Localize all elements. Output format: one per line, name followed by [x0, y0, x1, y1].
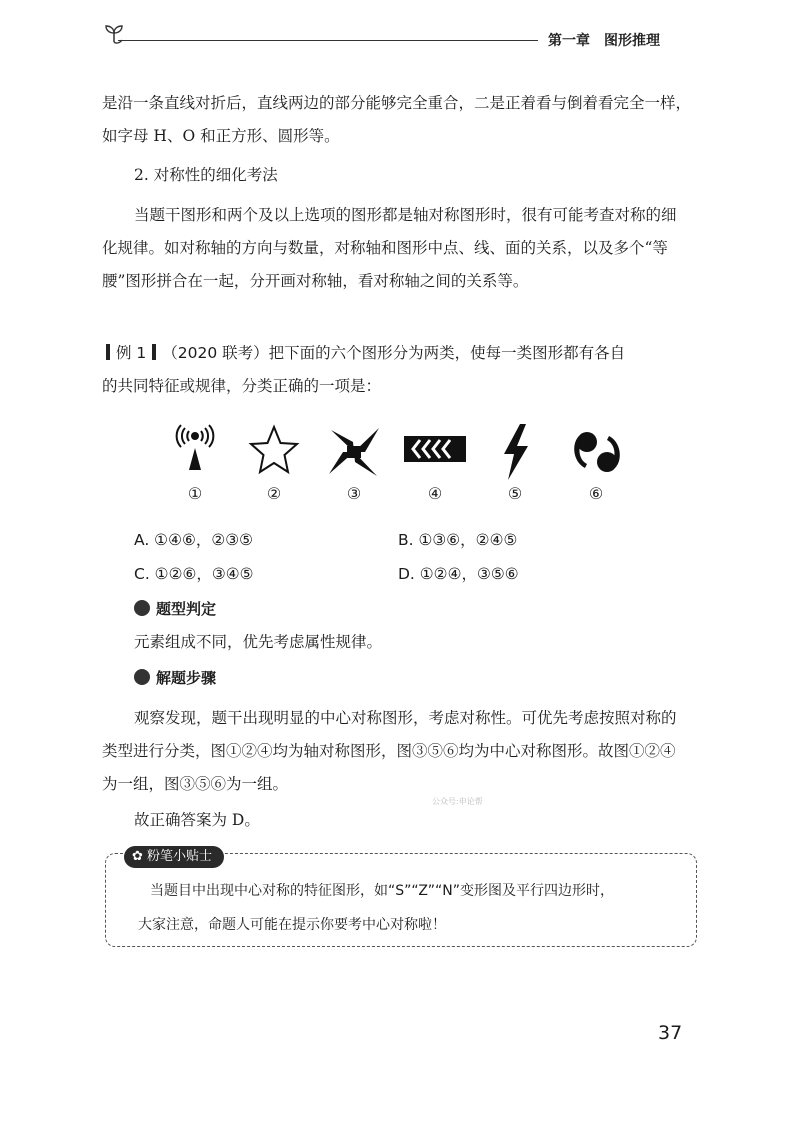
figure-num-6: ⑥ — [588, 484, 604, 503]
option-d: D. ①②④，③⑤⑥ — [398, 565, 519, 583]
option-b: B. ①③⑥，②④⑤ — [398, 531, 518, 549]
example-line-2: 的共同特征或规律，分类正确的一项是： — [102, 377, 382, 395]
figure-1 — [160, 422, 230, 482]
sprout-small-icon: ✿ — [132, 849, 148, 864]
figure-3 — [319, 422, 389, 482]
type-judgement-text: 元素组成不同，优先考虑属性规律。 — [134, 633, 383, 651]
solution-line-3: 为一组，图③⑤⑥为一组。 — [102, 775, 289, 793]
lightning-icon — [480, 422, 550, 482]
example-bar-right — [152, 344, 156, 360]
section-line-2: 化规律。如对称轴的方向与数量，对称轴和图形中点、线、面的关系，以及多个“等 — [102, 239, 668, 257]
example-line-1 — [100, 337, 625, 370]
figure-2 — [239, 422, 309, 482]
figure-num-5: ⑤ — [507, 484, 523, 503]
figure-5 — [480, 422, 550, 482]
intro-line-1: 是沿一条直线对折后，直线两边的部分能够完全重合，二是正着看与倒着看完全一样， — [102, 94, 692, 112]
figure-num-3: ③ — [346, 484, 362, 503]
example-bar-left — [106, 344, 110, 360]
pinwheel-icon — [319, 422, 389, 482]
solution-answer: 故正确答案为 D。 — [134, 811, 260, 829]
tip-tag — [124, 846, 224, 868]
option-c: C. ①②⑥，③④⑤ — [134, 565, 254, 583]
solution-title: 解题步骤 — [156, 669, 217, 687]
header-chapter — [548, 30, 674, 50]
section-line-1: 当题干图形和两个及以上选项的图形都是轴对称图形时，很有可能考查对称的细 — [134, 206, 677, 224]
yin-yang-hooks-icon — [561, 422, 631, 482]
example-label: 例 1 — [116, 344, 147, 362]
chevron-band-icon — [400, 422, 470, 482]
signal-tower-icon — [160, 422, 230, 482]
figure-num-1: ① — [187, 484, 203, 503]
tip-label: 粉笔小贴士 — [147, 849, 213, 864]
section-line-3: 腰”图形拼合在一起，分开画对称轴，看对称轴之间的关系等。 — [102, 272, 529, 290]
type-judgement-title: 题型判定 — [156, 600, 217, 618]
solution-line-1: 观察发现，题干出现明显的中心对称图形，考虑对称性。可优先考虑按照对称的 — [134, 709, 677, 727]
intro-line-2: 如字母 H、O 和正方形、圆形等。 — [102, 127, 340, 145]
star-outline-icon — [239, 422, 309, 482]
watermark: 公众号:申论帮 — [432, 797, 483, 806]
figure-4 — [400, 422, 470, 482]
tip-line-1: 当题目中出现中心对称的特征图形，如“S”“Z”“N”变形图及平行四边形时， — [150, 883, 614, 899]
pencil-icon — [134, 669, 150, 685]
page-number: 37 — [658, 1022, 683, 1044]
figure-6 — [561, 422, 631, 482]
solution-line-2: 类型进行分类，图①②④均为轴对称图形，图③⑤⑥均为中心对称图形。故图①②④ — [102, 742, 676, 760]
sprout-icon — [102, 22, 126, 46]
option-a: A. ①④⑥，②③⑤ — [134, 531, 254, 549]
example-question: （2020 联考）把下面的六个图形分为两类，使每一类图形都有各自 — [162, 344, 626, 362]
figure-num-4: ④ — [427, 484, 443, 503]
header-rule — [118, 40, 538, 41]
section-heading: 2. 对称性的细化考法 — [134, 166, 278, 184]
chapter-label: 第一章 — [548, 33, 590, 49]
gear-icon — [134, 600, 150, 616]
figure-num-2: ② — [266, 484, 282, 503]
tip-line-2: 大家注意，命题人可能在提示你要考中心对称啦！ — [138, 917, 446, 933]
chapter-title: 图形推理 — [604, 33, 660, 49]
